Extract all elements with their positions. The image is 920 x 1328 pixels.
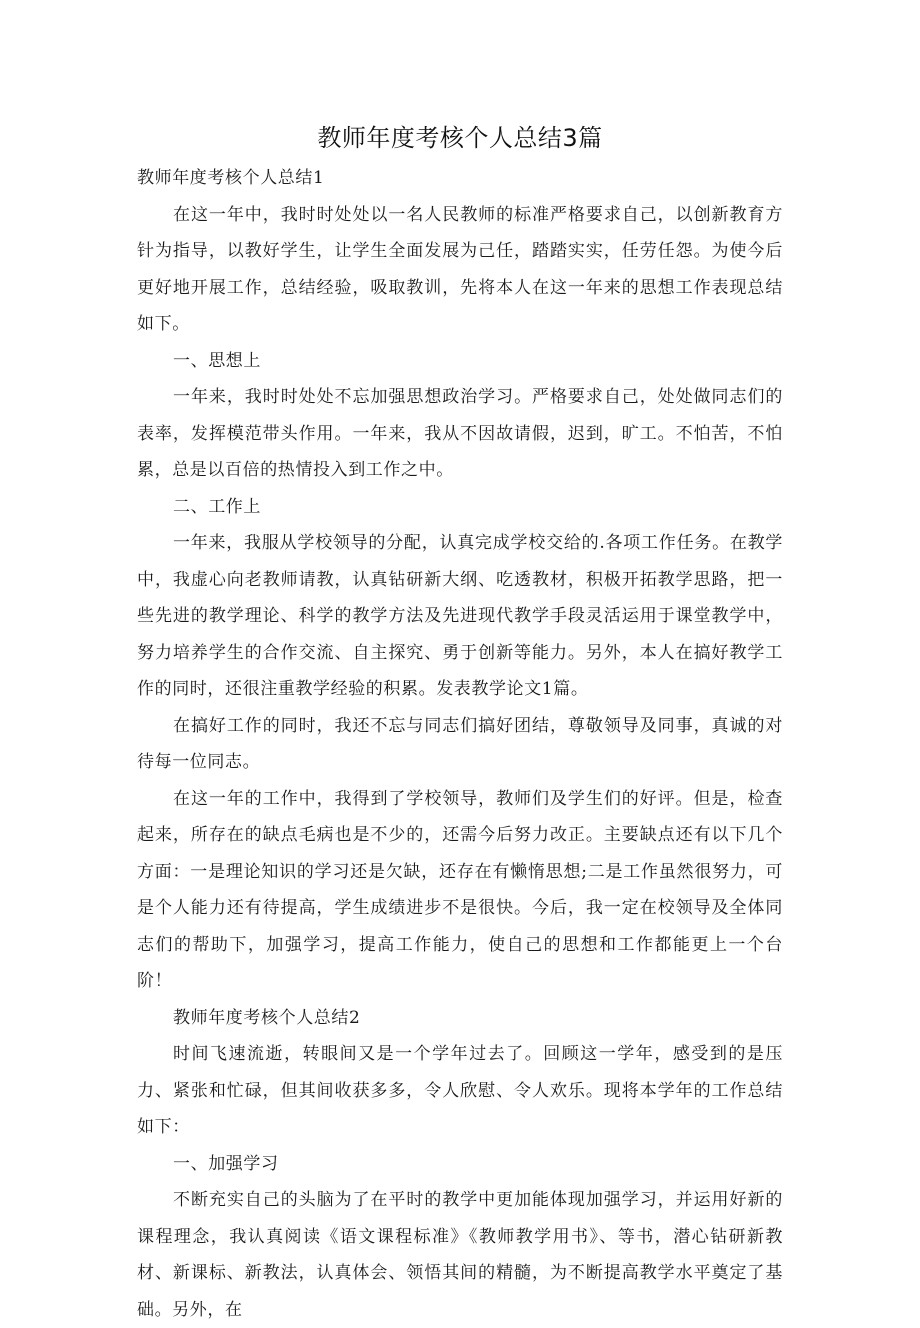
document-body (137, 160, 783, 1328)
part1-intro: 在这一年中，我时时处处以一名人民教师的标准严格要求自己，以创新教育方针为指导，以教好学生，让学生全面发展为己任，踏踏实实，任劳任怨。为使今后更好地开展工作，总结经验，吸取教训，先将本人在这一年来的思想工作表现总结如下。 (137, 204, 783, 334)
part1-section2-body: 一年来，我服从学校领导的分配，认真完成学校交给的.各项工作任务。在教学中，我虚心向老教师请教，认真钻研新大纲、吃透教材，积极开拓教学思路，把一些先进的教学理论、科学的教学方法及先进现代教学手段灵活运用于课堂教学中，努力培养学生的合作交流、自主探究、勇于创新等能力。另外，本人在搞好教学工作的同时，还很注重教学经验的积累。发表教学论文1篇。 (137, 533, 783, 699)
part2-section1-title: 一、加强学习 (173, 1153, 279, 1174)
part1-section1-title: 一、思想上 (173, 350, 261, 371)
part2-intro: 时间飞速流逝，转眼间又是一个学年过去了。回顾这一学年，感受到的是压力、紧张和忙碌，但其间收获多多，令人欣慰、令人欢乐。现将本学年的工作总结如下： (137, 1044, 783, 1137)
part1-section2-title: 二、工作上 (173, 496, 261, 517)
part1-unity-paragraph: 在搞好工作的同时，我还不忘与同志们搞好团结，尊敬领导及同事，真诚的对待每一位同志。 (137, 715, 783, 772)
part1-conclusion-paragraph: 在这一年的工作中，我得到了学校领导，教师们及学生们的好评。但是，检查起来，所存在的缺点毛病也是不少的，还需今后努力改正。主要缺点还有以下几个方面：一是理论知识的学习还是欠缺，还存在有懒惰思想;二是工作虽然很努力，可是个人能力还有待提高，学生成绩进步不是很快。今后，我一定在校领导及全体同志们的帮助下，加强学习，提高工作能力，使自己的思想和工作都能更上一个台阶！ (137, 788, 783, 991)
document-title: 教师年度考核个人总结3篇 (317, 124, 603, 152)
part1-heading: 教师年度考核个人总结1 (137, 168, 325, 188)
part1-section1-body: 一年来，我时时处处不忘加强思想政治学习。严格要求自己，处处做同志们的表率，发挥模范带头作用。一年来，我从不因故请假，迟到，旷工。不怕苦，不怕累，总是以百倍的热情投入到工作之中。 (137, 387, 783, 480)
part2-section1-body: 不断充实自己的头脑为了在平时的教学中更加能体现加强学习，并运用好新的课程理念，我认真阅读《语文课程标准》《教师教学用书》、等书，潜心钻研新教材、新课标、新教法，认真体会、领悟其间的精髓，为不断提高教学水平奠定了基础。另外，在 (137, 1190, 783, 1320)
part2-heading: 教师年度考核个人总结2 (173, 1007, 361, 1028)
